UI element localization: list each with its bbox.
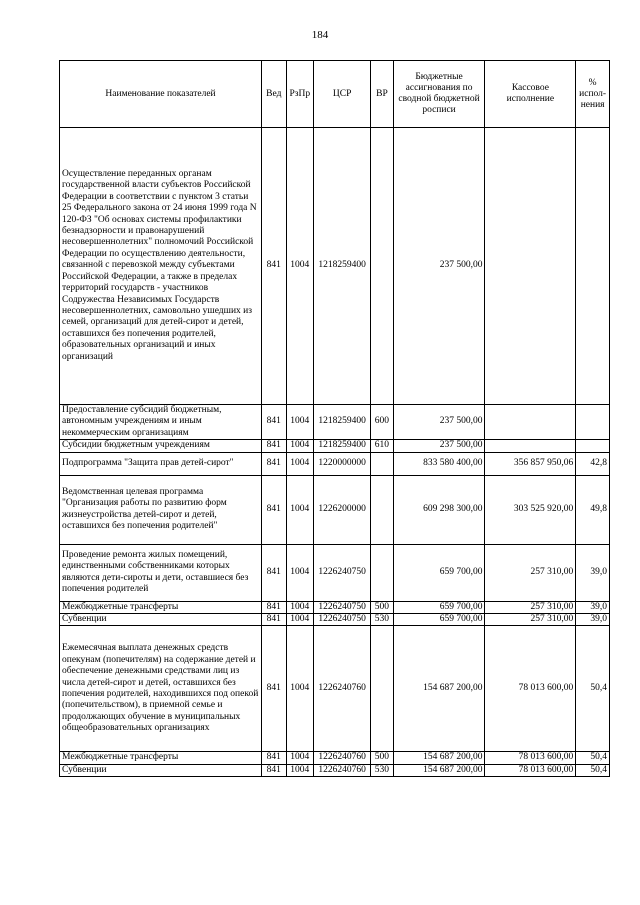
table-row [60,128,610,405]
cell-ved: 841 [262,452,286,475]
cell-vr [371,626,393,752]
cell-percent [576,405,610,440]
cell-csr: 1226200000 [314,475,371,544]
cell-ved: 841 [262,475,286,544]
cell-percent: 39,0 [576,614,610,626]
cell-percent: 50,4 [576,764,610,776]
header-percent: % испол-нения [576,61,610,128]
header-name: Наименование показателей [60,61,262,128]
cell-budget: 609 298 300,00 [393,475,485,544]
table-row [60,452,610,475]
cell-rzpr: 1004 [286,544,314,601]
table-row [60,475,610,544]
cell-csr: 1218259400 [314,440,371,452]
table-row [60,544,610,601]
cell-cash: 257 310,00 [485,601,576,613]
cell-budget: 237 500,00 [393,440,485,452]
cell-csr: 1218259400 [314,405,371,440]
cell-csr: 1226240750 [314,544,371,601]
cell-cash: 78 013 600,00 [485,752,576,764]
cell-ved: 841 [262,764,286,776]
cell-ved: 841 [262,128,286,405]
cell-rzpr: 1004 [286,764,314,776]
cell-percent [576,440,610,452]
cell-ved: 841 [262,544,286,601]
cell-rzpr: 1004 [286,440,314,452]
cell-csr: 1220000000 [314,452,371,475]
cell-ved: 841 [262,405,286,440]
budget-execution-table [59,60,610,777]
cell-budget: 237 500,00 [393,405,485,440]
cell-name: Субвенции [60,614,262,626]
cell-percent [576,128,610,405]
cell-vr: 610 [371,440,393,452]
cell-budget: 154 687 200,00 [393,764,485,776]
cell-vr [371,452,393,475]
header-csr: ЦСР [314,61,371,128]
header-vr: ВР [371,61,393,128]
cell-cash: 303 525 920,00 [485,475,576,544]
table-row [60,601,610,613]
cell-percent: 39,0 [576,601,610,613]
cell-ved: 841 [262,614,286,626]
cell-name: Субвенции [60,764,262,776]
cell-budget: 154 687 200,00 [393,752,485,764]
cell-budget: 659 700,00 [393,601,485,613]
cell-name: Ведомственная целевая программа "Организация работы по развитию форм жизнеустройства детей-сирот и детей, оставшихся без попечения родителей" [60,475,262,544]
cell-vr [371,475,393,544]
header-rzpr: РзПр [286,61,314,128]
header-budget: Бюджетные ассигнования по сводной бюджетной росписи [393,61,485,128]
cell-rzpr: 1004 [286,614,314,626]
cell-cash: 257 310,00 [485,614,576,626]
cell-budget: 237 500,00 [393,128,485,405]
header-cash: Кассовое исполнение [485,61,576,128]
cell-percent: 50,4 [576,752,610,764]
cell-name: Субсидии бюджетным учреждениям [60,440,262,452]
cell-budget: 659 700,00 [393,614,485,626]
cell-name: Межбюджетные трансферты [60,601,262,613]
cell-rzpr: 1004 [286,405,314,440]
table-row [60,752,610,764]
cell-cash: 356 857 950,06 [485,452,576,475]
table-row [60,626,610,752]
cell-ved: 841 [262,752,286,764]
table-header [60,61,610,128]
cell-percent: 50,4 [576,626,610,752]
cell-rzpr: 1004 [286,452,314,475]
cell-cash: 78 013 600,00 [485,626,576,752]
cell-ved: 841 [262,626,286,752]
cell-vr [371,544,393,601]
cell-cash: 78 013 600,00 [485,764,576,776]
table-row [60,614,610,626]
cell-vr: 500 [371,601,393,613]
cell-rzpr: 1004 [286,475,314,544]
cell-budget: 154 687 200,00 [393,626,485,752]
cell-csr: 1226240760 [314,764,371,776]
cell-ved: 841 [262,440,286,452]
cell-csr: 1226240760 [314,752,371,764]
cell-rzpr: 1004 [286,601,314,613]
header-ved: Вед [262,61,286,128]
cell-cash: 257 310,00 [485,544,576,601]
cell-budget: 659 700,00 [393,544,485,601]
cell-vr: 500 [371,752,393,764]
page-number: 184 [311,29,329,41]
cell-name: Проведение ремонта жилых помещений, единственными собственниками которых являются дети-сироты и дети, оставшиеся без попечения родителей [60,544,262,601]
cell-vr: 530 [371,614,393,626]
cell-rzpr: 1004 [286,128,314,405]
cell-rzpr: 1004 [286,752,314,764]
table-row [60,440,610,452]
cell-percent: 42,8 [576,452,610,475]
cell-cash [485,440,576,452]
cell-name: Предоставление субсидий бюджетным, автономным учреждениям и иным некоммерческим организациям [60,405,262,440]
cell-cash [485,405,576,440]
cell-percent: 39,0 [576,544,610,601]
table-row [60,405,610,440]
cell-csr: 1218259400 [314,128,371,405]
cell-rzpr: 1004 [286,626,314,752]
cell-vr: 530 [371,764,393,776]
cell-name: Ежемесячная выплата денежных средств опекунам (попечителям) на содержание детей и обеспечение денежными средствами лиц из числа детей-сирот и детей, оставшихся без попечения родителей, находившихся под опекой (попечительством), в приемной семье и продолжающих обучение в муниципальных общеобразовательных организациях [60,626,262,752]
cell-csr: 1226240750 [314,601,371,613]
cell-vr: 600 [371,405,393,440]
cell-budget: 833 580 400,00 [393,452,485,475]
cell-name: Осуществление переданных органам государственной власти субъектов Российской Федерации в соответствии с пунктом 3 статьи 25 Федерального закона от 24 июня 1999 года N 120-ФЗ "Об основах системы профилактики безнадзорности и правонарушений несовершеннолетних" полномочий Российской Федерации по осуществлению деятельности, связанной с перевозкой между субъектами Российской Федерации, а также в пределах территорий государств - участников Содружества Независимых Государств несовершеннолетних, самовольно ушедших из семей, организаций для детей-сирот и детей, оставшихся без попечения родителей, образовательных организаций и иных организаций [60,128,262,405]
cell-cash [485,128,576,405]
cell-csr: 1226240750 [314,614,371,626]
cell-name: Межбюджетные трансферты [60,752,262,764]
cell-vr [371,128,393,405]
cell-csr: 1226240760 [314,626,371,752]
cell-name: Подпрограмма "Защита прав детей-сирот" [60,452,262,475]
cell-percent: 49,8 [576,475,610,544]
table-row [60,764,610,776]
cell-ved: 841 [262,601,286,613]
